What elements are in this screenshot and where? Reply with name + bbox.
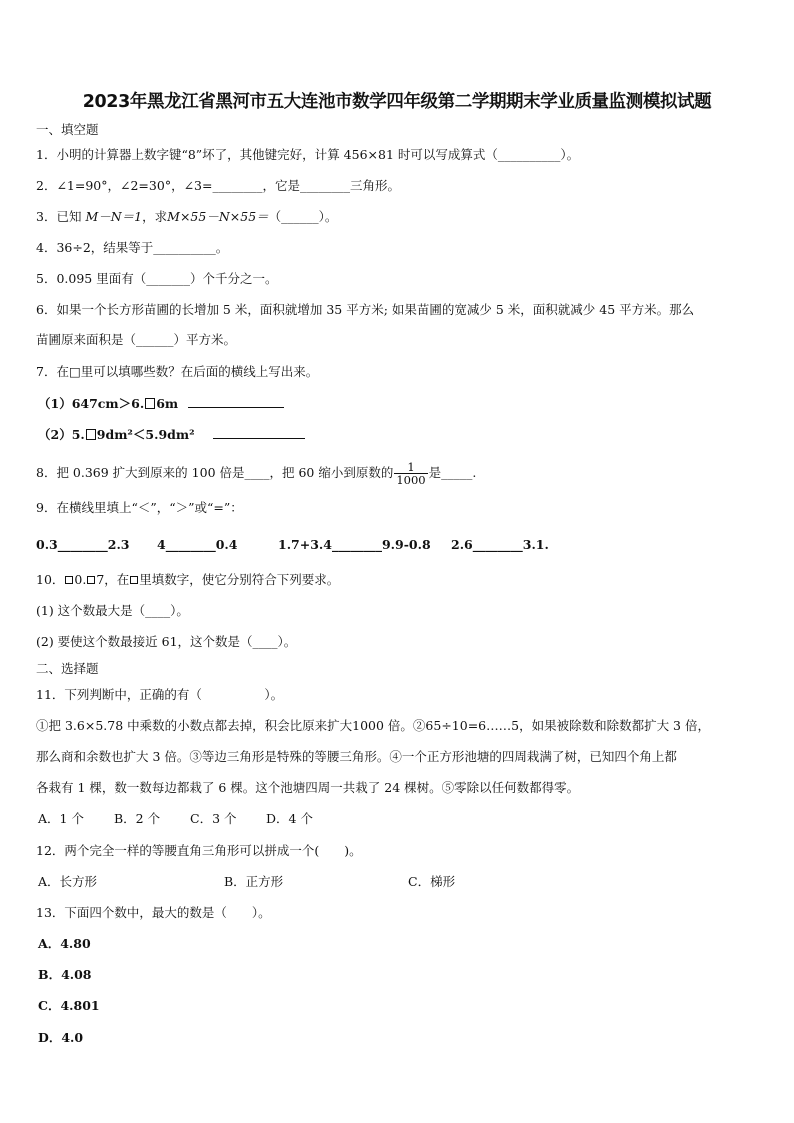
question-7-part-1	[38, 395, 284, 412]
q11-option[interactable]: D．4 个	[266, 811, 313, 826]
q13-option[interactable]: C．4.801	[38, 998, 100, 1013]
q7-part-2-prefix: （2）5.	[38, 427, 85, 442]
q12-option[interactable]: A．长方形	[38, 874, 98, 889]
q10-number: 10．	[36, 572, 65, 587]
q3-prefix: 3．已知	[36, 209, 82, 224]
fraction	[394, 461, 427, 486]
q9-item: 1.7+3.4________9.9-0.8	[278, 537, 431, 552]
q11-option[interactable]: A．1 个	[38, 811, 84, 826]
q8-prefix: 8．把 0.369 扩大到原来的 100 倍是____，把 60 缩小到原数的	[36, 465, 394, 480]
q12-option[interactable]: B．正方形	[224, 874, 284, 889]
question-11-line-3: 各栽有 1 棵，数一数每边都栽了 6 棵。这个池塘四周一共栽了 24 棵树。⑤零除以任何数都得零。	[36, 780, 580, 795]
question-3	[36, 209, 337, 225]
section-heading-fill: 一、填空题	[36, 122, 99, 137]
question-12-stem: 12．两个完全一样的等腰直角三角形可以拼成一个( )。	[36, 843, 362, 858]
question-6-line-1: 6．如果一个长方形苗圃的长增加 5 米，面积就增加 35 平方米; 如果苗圃的宽减少 5 米，面积就减少 45 平方米。那么	[36, 302, 695, 317]
q12-option[interactable]: C．梯形	[408, 874, 456, 889]
question-11-line-2: 那么商和余数也扩大 3 倍。③等边三角形是特殊的等腰三角形。④一个正方形池塘的四周栽满了树，已知四个角上都	[36, 749, 677, 764]
fraction-denominator: 1000	[396, 473, 426, 487]
q7-part-1-prefix: （1）647cm＞6.	[38, 396, 145, 411]
fraction-numerator: 1	[407, 460, 415, 474]
q10-text-a: 0.	[74, 572, 87, 587]
q13-option[interactable]: B．4.08	[38, 967, 92, 982]
blank-box-icon	[65, 576, 73, 584]
question-10-part-2: (2) 要使这个数最接近 61，这个数是（____）。	[36, 634, 297, 649]
q10-text-b: 7，在	[96, 572, 130, 587]
q7-part-2-text: 9dm²＜5.9dm²	[96, 427, 195, 442]
question-5: 5．0.095 里面有（_______）个千分之一。	[36, 271, 278, 286]
q3-suffix: （______）。	[268, 209, 338, 224]
q13-option[interactable]: A．4.80	[38, 936, 91, 951]
question-11-stem: 11．下列判断中，正确的有（ ）。	[36, 687, 284, 702]
page-title: 2023年黑龙江省黑河市五大连池市数学四年级第二学期期末学业质量监测模拟试题	[82, 92, 712, 112]
question-1: 1．小明的计算器上数字键“8”坏了，其他键完好，计算 456×81 时可以写成算式（__________）。	[36, 147, 580, 162]
q3-condition: M－N＝1	[85, 209, 143, 224]
q10-text-c: 里填数字，使它分别符合下列要求。	[139, 572, 340, 587]
q9-item: 0.3________2.3	[36, 537, 130, 552]
answer-line	[213, 426, 305, 439]
blank-box-icon	[87, 576, 95, 584]
question-6-line-2: 苗圃原来面积是（______）平方米。	[36, 332, 237, 347]
q11-option[interactable]: B．2 个	[114, 811, 161, 826]
blank-box-icon	[130, 576, 138, 584]
section-heading-choice: 二、选择题	[36, 661, 99, 676]
blank-box-icon	[86, 429, 96, 440]
q3-mid: ，求	[142, 209, 168, 224]
q8-suffix: 是_____.	[428, 465, 477, 480]
question-8	[36, 461, 476, 486]
question-2: 2．∠1=90°，∠2=30°，∠3=________，它是________三角形。	[36, 178, 400, 193]
q9-item: 4________0.4	[157, 537, 238, 552]
answer-line	[188, 395, 284, 408]
q9-item: 2.6________3.1.	[451, 537, 549, 552]
question-10-part-1: (1) 这个数最大是（____）。	[36, 603, 189, 618]
question-7-part-2	[38, 426, 305, 443]
q7-part-1-suffix: 6m	[156, 396, 179, 411]
question-4: 4．36÷2，结果等于__________。	[36, 240, 229, 255]
q11-option[interactable]: C．3 个	[190, 811, 237, 826]
q3-expression: M×55－N×55＝	[167, 209, 269, 224]
question-7-stem: 7．在□里可以填哪些数？在后面的横线上写出来。	[36, 364, 319, 379]
blank-box-icon	[145, 398, 155, 409]
q13-option[interactable]: D．4.0	[38, 1030, 84, 1045]
question-9-stem: 9．在横线里填上“＜”，“＞”或“=”：	[36, 500, 243, 515]
question-11-line-1: ①把 3.6×5.78 中乘数的小数点都去掉，积会比原来扩大1000 倍。②65÷10=6……5，如果被除数和除数都扩大 3 倍，	[36, 718, 710, 733]
question-10-stem	[36, 572, 339, 588]
question-13-stem: 13．下面四个数中，最大的数是（ ）。	[36, 905, 271, 920]
